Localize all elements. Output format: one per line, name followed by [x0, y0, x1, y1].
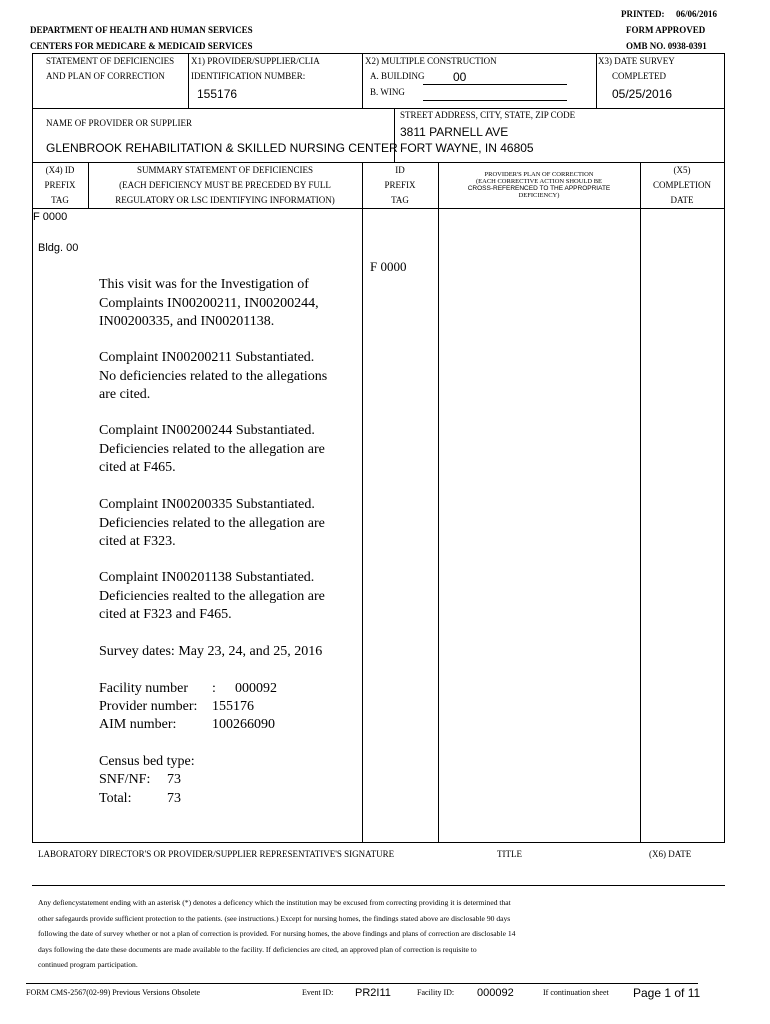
right-tag: F 0000: [370, 259, 407, 274]
address-label: STREET ADDRESS, CITY, STATE, ZIP CODE: [400, 110, 576, 120]
x3-label: X3) DATE SURVEY: [598, 56, 675, 66]
footer-divider: [26, 983, 698, 984]
x5-header-1: (X5): [673, 165, 691, 175]
disclaimer-line: following the date of survey whether or not a plan of correction is provided. For nursing homes, the above findings and plans of correction are disclosable 14: [38, 929, 516, 938]
x4-header-2: PREFIX: [44, 180, 76, 190]
divider: [640, 162, 641, 843]
facility-id-label: Facility ID:: [417, 988, 455, 997]
department-title: DEPARTMENT OF HEALTH AND HUMAN SERVICES: [30, 25, 253, 35]
divider: [596, 53, 597, 108]
divider: [32, 108, 725, 109]
divider: [188, 53, 189, 108]
provider-name-label: NAME OF PROVIDER OR SUPPLIER: [46, 118, 193, 128]
investigation-paragraph: This visit was for the Investigation of Complaints IN00200211, IN00200244, IN00200335, and IN00201138.: [99, 277, 319, 329]
page-number: Page 1 of 11: [633, 986, 701, 1000]
census-title: Census bed type:: [99, 754, 195, 769]
continuation-label: If continuation sheet: [543, 988, 609, 997]
aim-number-value: 100266090: [212, 717, 275, 732]
omb-number: OMB NO. 0938-0391: [626, 41, 707, 51]
plan-header-2: (EACH CORRECTIVE ACTION SHOULD BE: [475, 178, 603, 185]
divider: [362, 53, 363, 108]
printed-date: 06/06/2016: [676, 9, 718, 19]
complaint-244-paragraph: Complaint IN00200244 Substantiated. Deficiencies related to the allegation are cited at F465.: [99, 423, 325, 475]
bottom-border: [32, 842, 725, 843]
x5-header-2: COMPLETION: [653, 180, 711, 190]
address-line2: FORT WAYNE, IN 46805: [400, 141, 534, 155]
total-value: 73: [167, 791, 181, 806]
right-border: [724, 53, 725, 843]
facility-number-value: 000092: [235, 681, 277, 696]
form-number: FORM CMS-2567(02-99) Previous Versions Obsolete: [26, 988, 201, 997]
disclaimer-line: other safegaurds provide sufficient protection to the patients. (see instructions.) Except for nursing homes, the findings stated above are disclosable 90 days: [38, 913, 511, 923]
plan-header-3: CROSS-REFERENCED TO THE APPROPRIATE: [467, 185, 611, 192]
complaint-211-paragraph: Complaint IN00200211 Substantiated. No deficiencies related to the allegations are cited.: [99, 350, 328, 402]
survey-dates: Survey dates: May 23, 24, and 25, 2016: [99, 644, 323, 659]
summary-header-2: (EACH DEFICIENCY MUST BE PRECEDED BY FULL: [119, 180, 331, 190]
title-label: TITLE: [497, 849, 522, 859]
summary-header-3: REGULATORY OR LSC IDENTIFYING INFORMATION): [115, 195, 335, 205]
facility-number-sep: :: [212, 681, 216, 696]
event-id-value: PR2I11: [355, 987, 391, 999]
provider-id-value: 155176: [197, 87, 238, 101]
printed-label: PRINTED:: [621, 9, 665, 19]
complaint-335-paragraph: Complaint IN00200335 Substantiated. Deficiencies related to the allegation are cited at F323.: [99, 497, 325, 549]
x6-date-label: (X6) DATE: [649, 849, 692, 859]
facility-id-value: 000092: [477, 987, 514, 999]
form-approved: FORM APPROVED: [626, 25, 706, 35]
id-header-3: TAG: [391, 195, 409, 205]
plan-header-4: DEFICIENCY): [518, 192, 560, 199]
centers-title: CENTERS FOR MEDICARE & MEDICAID SERVICES: [30, 41, 253, 51]
provider-name-value: GLENBROOK REHABILITATION & SKILLED NURSING CENTER: [46, 141, 398, 155]
divider: [32, 162, 725, 163]
x1-label: X1) PROVIDER/SUPPLIER/CLIA: [191, 56, 320, 66]
snf-label: SNF/NF:: [99, 772, 151, 787]
snf-value: 73: [167, 772, 181, 787]
x5-header-3: DATE: [670, 195, 694, 205]
x2-label: X2) MULTIPLE CONSTRUCTION: [365, 56, 497, 66]
x3-sublabel: COMPLETED: [612, 71, 666, 81]
summary-header-1: SUMMARY STATEMENT OF DEFICIENCIES: [136, 165, 314, 175]
x4-header-1: (X4) ID: [45, 165, 75, 175]
wing-field: [423, 86, 567, 101]
building-tag: Bldg. 00: [38, 242, 79, 254]
signature-divider: [32, 885, 725, 886]
statement-label: STATEMENT OF DEFICIENCIES: [46, 56, 175, 66]
event-id-label: Event ID:: [302, 988, 334, 997]
director-signature-label: LABORATORY DIRECTOR'S OR PROVIDER/SUPPLIER REPRESENTATIVE'S SIGNATURE: [38, 849, 395, 859]
provider-number-value: 155176: [212, 699, 254, 714]
left-tag: F 0000: [33, 211, 68, 223]
building-label: A. BUILDING: [370, 71, 425, 81]
complaint-138-paragraph: Complaint IN00201138 Substantiated. Deficiencies realted to the allegation are cited at F323 and F465.: [99, 570, 325, 622]
building-value: 00: [423, 70, 567, 85]
disclaimer-block: [38, 895, 515, 973]
top-border: [32, 53, 725, 54]
divider: [438, 162, 439, 843]
id-header-2: PREFIX: [384, 180, 416, 190]
id-header-1: ID: [395, 165, 405, 175]
disclaimer-line: days following the date these documents are made available to the facility. If deficiencies are cited, an approved plan of correction is requisite to: [38, 944, 477, 954]
wing-label: B. WING: [370, 87, 405, 97]
disclaimer-line: Any defiencystatement ending with an asterisk (*) denotes a deficency which the institution may be excused from correcting providing it is determined that: [38, 898, 511, 907]
aim-number-label: AIM number:: [99, 717, 177, 732]
address-line1: 3811 PARNELL AVE: [400, 125, 509, 139]
divider: [32, 208, 725, 209]
x4-header-3: TAG: [51, 195, 69, 205]
plan-label: AND PLAN OF CORRECTION: [46, 71, 165, 81]
facility-number-label: Facility number: [99, 681, 189, 696]
divider: [362, 162, 363, 843]
provider-number-label: Provider number:: [99, 699, 198, 714]
disclaimer-line: continued program participation.: [38, 960, 138, 969]
survey-date-value: 05/25/2016: [612, 87, 673, 101]
plan-header-1: PROVIDER'S PLAN OF CORRECTION: [484, 171, 594, 178]
total-label: Total:: [99, 791, 132, 806]
x1-sublabel: IDENTIFICATION NUMBER:: [191, 71, 306, 81]
